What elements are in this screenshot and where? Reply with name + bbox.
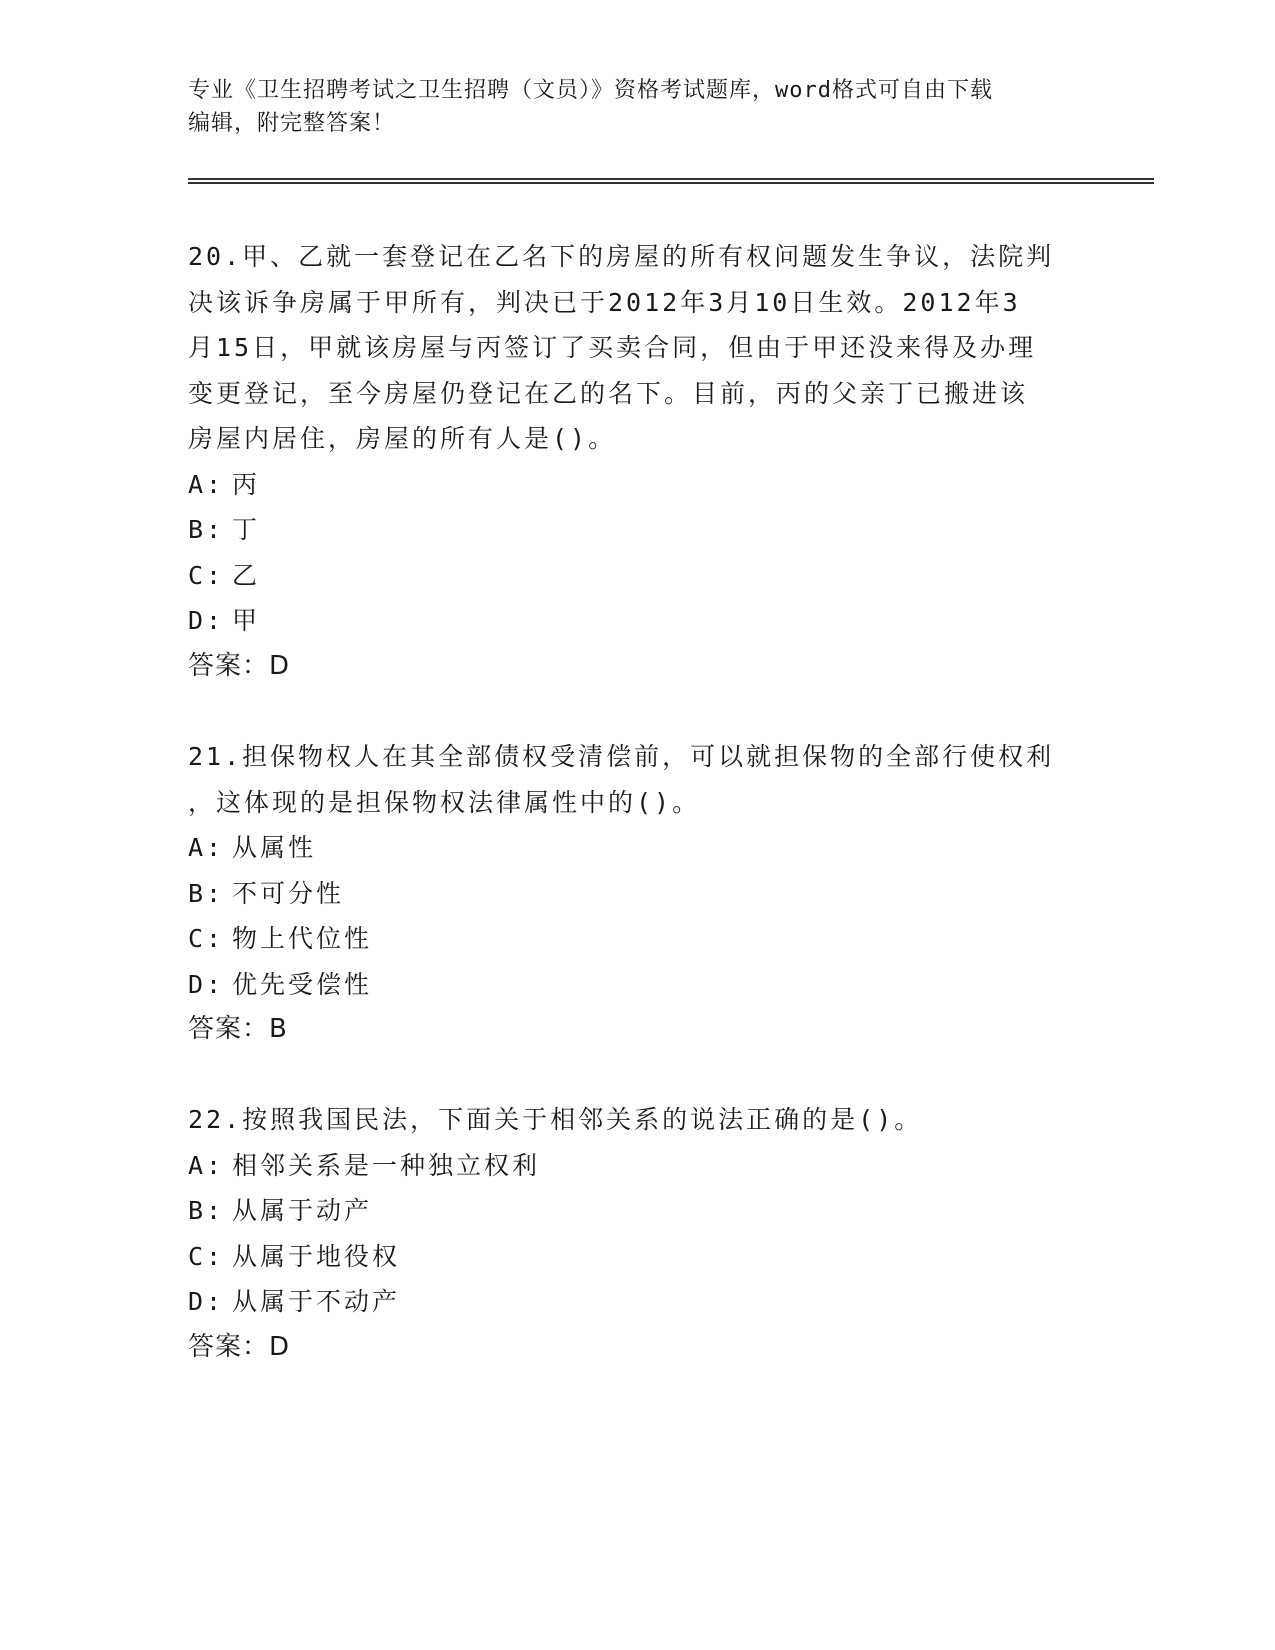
stem-line: 21.担保物权人在其全部债权受清偿前，可以就担保物的全部行使权利	[188, 742, 1055, 771]
option-b	[188, 507, 1088, 553]
stem-line: 房屋内居住，房屋的所有人是()。	[188, 424, 617, 453]
option-b	[188, 1188, 1088, 1234]
answer-line: 答案：D	[188, 650, 291, 681]
option-text: 优先受偿性	[232, 969, 373, 999]
option-letter: C:	[188, 924, 225, 953]
answer-line: 答案：B	[188, 1014, 288, 1044]
option-text: 从属于地役权	[232, 1241, 401, 1271]
option-text: 从属性	[232, 833, 317, 862]
option-text: 甲	[232, 606, 261, 635]
option-letter: A:	[188, 1150, 225, 1180]
option-letter: D:	[188, 606, 225, 635]
option-c	[188, 553, 1088, 599]
question-block	[188, 234, 1088, 689]
stem-line: 22.按照我国民法，下面关于相邻关系的说法正确的是()。	[188, 1105, 923, 1134]
question-block	[188, 734, 1088, 1053]
option-d	[188, 598, 1088, 644]
stem-line: 变更登记，至今房屋仍登记在乙的名下。目前，丙的父亲丁已搬进该	[188, 378, 1029, 408]
option-d	[188, 1279, 1088, 1325]
option-d	[188, 962, 1088, 1008]
question-stem	[188, 234, 1088, 462]
answer-line: 答案：D	[188, 1331, 291, 1362]
option-letter: A:	[188, 833, 225, 862]
option-letter: B:	[188, 515, 225, 544]
stem-line: 月15日，甲就该房屋与丙签订了买卖合同，但由于甲还没来得及办理	[188, 333, 1037, 362]
question-block	[188, 1097, 1088, 1370]
stem-line: 决该诉争房属于甲所有，判决已于2012年3月10日生效。2012年3	[188, 287, 1021, 317]
option-a	[188, 825, 1088, 871]
option-c	[188, 916, 1088, 962]
header-line: 编辑，附完整答案！	[188, 111, 396, 136]
document-header	[188, 74, 1088, 140]
option-a	[188, 1143, 1088, 1189]
option-a	[188, 462, 1088, 508]
option-letter: C:	[188, 560, 225, 590]
option-text: 从属于不动产	[232, 1287, 401, 1316]
question-stem	[188, 1097, 1088, 1143]
option-c	[188, 1234, 1088, 1280]
option-text: 乙	[232, 560, 261, 590]
option-text: 物上代位性	[232, 924, 373, 953]
question-stem	[188, 734, 1088, 825]
stem-line: 20.甲、乙就一套登记在乙名下的房屋的所有权问题发生争议，法院判	[188, 242, 1055, 271]
option-b	[188, 871, 1088, 917]
option-letter: B:	[188, 878, 225, 908]
header-divider	[188, 178, 1154, 184]
option-text: 从属于动产	[232, 1196, 373, 1225]
option-letter: C:	[188, 1241, 225, 1271]
option-text: 相邻关系是一种独立权利	[232, 1150, 541, 1180]
option-letter: D:	[188, 1287, 225, 1316]
option-text: 不可分性	[232, 878, 345, 908]
header-line: 专业《卫生招聘考试之卫生招聘（文员）》资格考试题库，word格式可自由下载	[188, 78, 993, 103]
option-text: 丁	[232, 515, 261, 544]
stem-line: ，这体现的是担保物权法律属性中的()。	[188, 787, 701, 817]
option-text: 丙	[232, 469, 261, 499]
option-letter: A:	[188, 469, 225, 499]
option-letter: D:	[188, 969, 225, 999]
option-letter: B:	[188, 1196, 225, 1225]
